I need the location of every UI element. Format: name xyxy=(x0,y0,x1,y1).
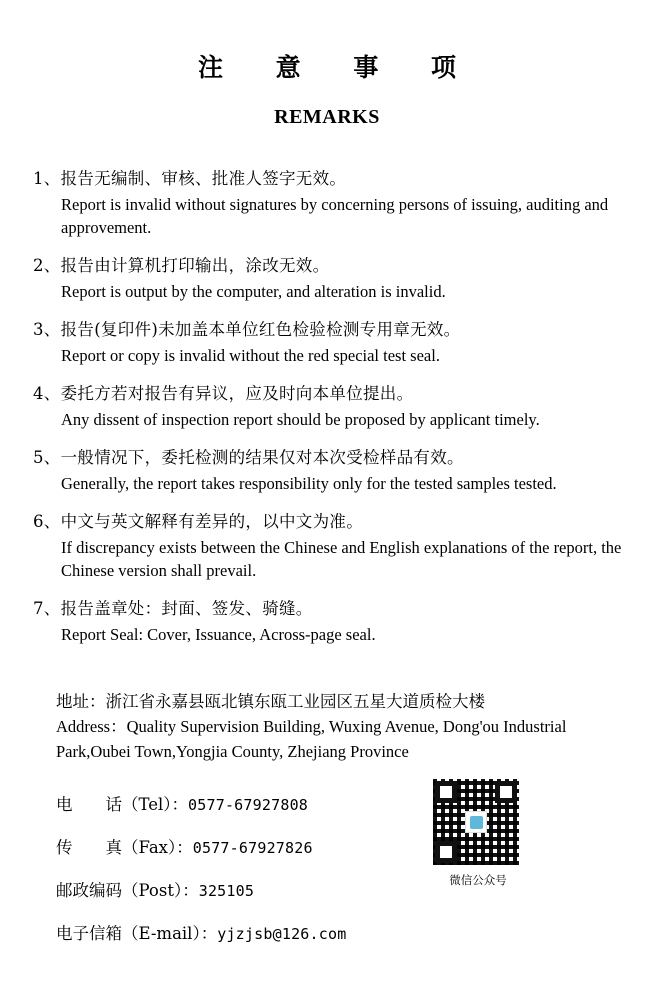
fax-value: 0577-67927826 xyxy=(192,838,313,857)
post-row xyxy=(56,877,626,901)
remark-text-cn: 7、报告盖章处：封面、签发、骑缝。 xyxy=(33,598,313,618)
tel-row xyxy=(56,791,626,815)
qr-caption: 微信公众号 xyxy=(449,873,507,888)
remark-text-en: Report is invalid without signatures by concerning persons of issuing, auditing and approvement. xyxy=(61,194,609,238)
email-label: 电子信箱（E-mail）： xyxy=(56,923,218,943)
remark-text-cn: 4、委托方若对报告有异议，应及时向本单位提出。 xyxy=(33,383,414,403)
tel-value: 0577-67927808 xyxy=(188,795,309,814)
fax-row xyxy=(56,834,626,858)
list-item xyxy=(33,318,626,367)
remark-text-cn: 3、报告(复印件)未加盖本单位红色检验检测专用章无效。 xyxy=(33,320,461,340)
list-item xyxy=(33,597,626,646)
remark-text-en: Any dissent of inspection report should be proposed by applicant timely. xyxy=(61,409,540,429)
remark-text-en: Report or copy is invalid without the red special test seal. xyxy=(61,346,440,366)
email-row xyxy=(56,920,626,944)
fax-label: 传 真（Fax）： xyxy=(56,837,193,857)
remarks-list xyxy=(28,167,626,646)
page-title-cn: 注 意 事 项 xyxy=(197,53,479,82)
list-item xyxy=(33,382,626,431)
qr-code-block xyxy=(432,778,524,888)
post-value: 325105 xyxy=(198,881,255,900)
list-item xyxy=(33,167,626,240)
page-title-en: REMARKS xyxy=(274,106,380,128)
qr-center-logo-icon xyxy=(465,811,487,833)
qr-finder-top-right-icon xyxy=(495,781,517,803)
remark-text-cn: 6、中文与英文解释有差异的，以中文为准。 xyxy=(33,511,363,531)
remark-text-en: Generally, the report takes responsibility only for the tested samples tested. xyxy=(61,473,557,493)
contact-block xyxy=(28,690,626,943)
email-value[interactable]: yjzjsb@126.com xyxy=(217,924,347,943)
remark-text-cn: 2、报告由计算机打印输出，涂改无效。 xyxy=(33,256,330,276)
remark-text-cn: 1、报告无编制、审核、批准人签字无效。 xyxy=(33,169,347,188)
address-cn: 地址：浙江省永嘉县瓯北镇东瓯工业园区五星大道质检大楼 xyxy=(56,692,485,712)
post-label: 邮政编码（Post）： xyxy=(56,880,199,900)
list-item xyxy=(33,510,626,583)
qr-code-icon xyxy=(432,778,520,866)
qr-center-logo-inner xyxy=(470,816,483,829)
remark-text-en: Report Seal: Cover, Issuance, Across-page seal. xyxy=(61,624,376,644)
list-item xyxy=(33,446,626,495)
list-item xyxy=(33,254,626,303)
qr-finder-bottom-left-icon xyxy=(435,841,457,863)
remark-text-cn: 5、一般情况下，委托检测的结果仅对本次受检样品有效。 xyxy=(33,447,464,467)
remark-text-en: Report is output by the computer, and alteration is invalid. xyxy=(61,282,446,302)
qr-finder-top-left-icon xyxy=(435,781,457,803)
address-en: Address：Quality Supervision Building, Wuxing Avenue, Dong'ou Industrial Park,Oubei Town,Yongjia County, Zhejiang Province xyxy=(56,717,567,761)
remark-text-en: If discrepancy exists between the Chinese and English explanations of the report, the Chinese version shall prevail. xyxy=(61,537,622,580)
tel-label: 电 话（Tel）： xyxy=(56,794,189,814)
